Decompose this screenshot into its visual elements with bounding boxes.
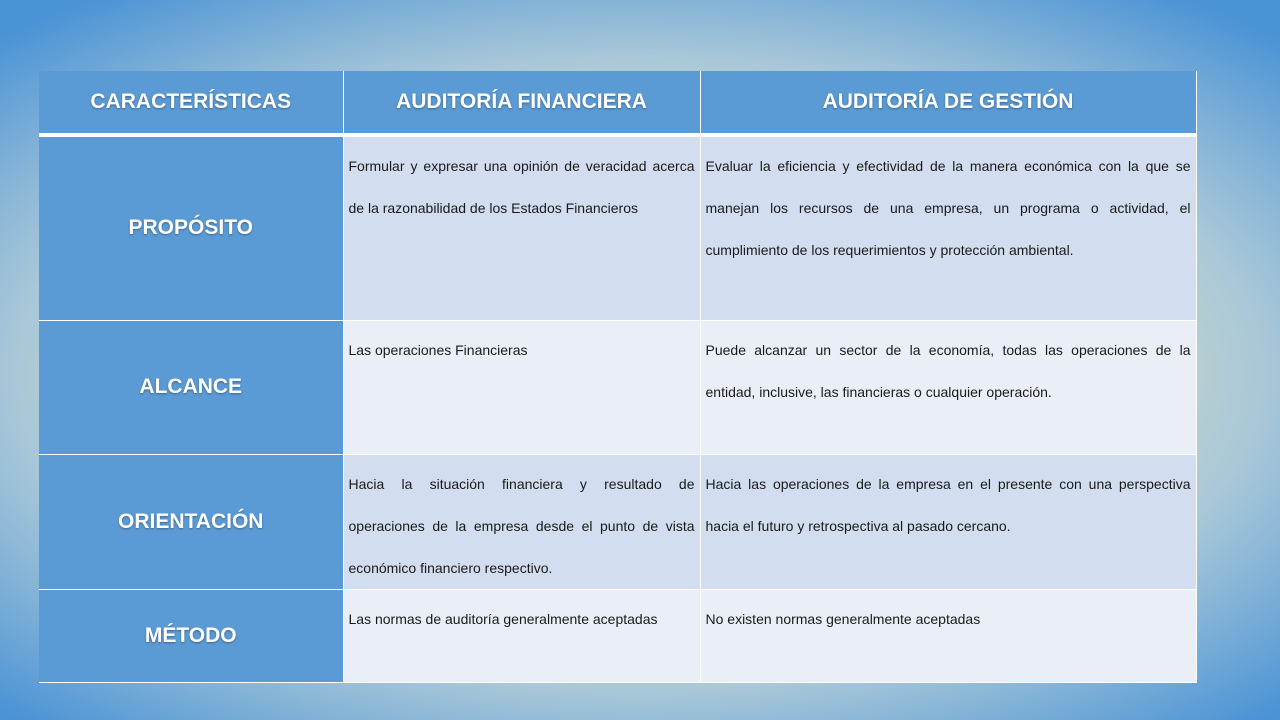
row-label-metodo: MÉTODO [39,589,343,682]
table-row-orientacion [39,454,1196,589]
cell-text: Las operaciones Financieras [348,341,528,358]
cell-financiera-alcance [343,320,700,454]
header-caracteristicas: CARACTERÍSTICAS [39,71,343,135]
cell-text: Formular y expresar una opinión de veracidad acerca de la razonabilidad de los Estados Financieros [348,158,695,216]
cell-gestion-proposito [700,135,1196,320]
cell-gestion-metodo [700,589,1196,682]
cell-text: Hacia la situación financiera y resultado de operaciones de la empresa desde el punto de vista económico financiero respectivo. [348,475,695,576]
cell-gestion-orientacion [700,454,1196,589]
header-row [39,71,1196,135]
cell-text: Las normas de auditoría generalmente aceptadas [348,610,658,627]
header-auditoria-financiera: AUDITORÍA FINANCIERA [343,71,700,135]
cell-financiera-orientacion [343,454,700,589]
row-label-alcance: ALCANCE [39,320,343,454]
cell-financiera-proposito [343,135,700,320]
row-label-orientacion: ORIENTACIÓN [39,454,343,589]
table-row-proposito [39,135,1196,320]
cell-text: No existen normas generalmente aceptadas [705,610,981,627]
cell-text: Puede alcanzar un sector de la economía, todas las operaciones de la entidad, inclusive, las financieras o cualquier operación. [705,341,1191,400]
comparison-table [39,71,1197,683]
table-row-metodo [39,589,1196,682]
table-row-alcance [39,320,1196,454]
cell-text: Evaluar la eficiencia y efectividad de la manera económica con la que se manejan los recursos de una empresa, un programa o actividad, el cumplimiento de los requerimientos y protección ambiental. [705,158,1191,258]
header-auditoria-gestion: AUDITORÍA DE GESTIÓN [700,71,1196,135]
cell-financiera-metodo [343,589,700,682]
cell-gestion-alcance [700,320,1196,454]
row-label-proposito: PROPÓSITO [39,135,343,320]
cell-text: Hacia las operaciones de la empresa en el presente con una perspectiva hacia el futuro y retrospectiva al pasado cercano. [705,475,1191,534]
